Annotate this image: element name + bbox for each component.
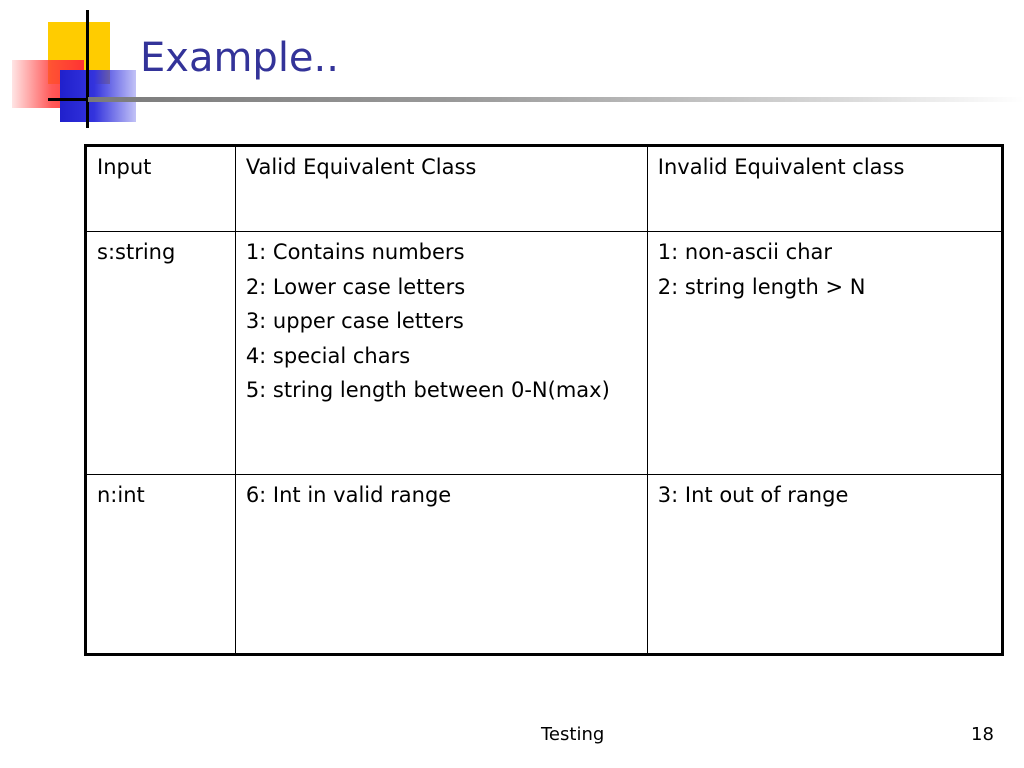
valid-class-cell	[235, 232, 647, 475]
valid-class-item: 2: Lower case letters	[245, 274, 466, 299]
logo-vertical-line	[86, 10, 89, 128]
invalid-class-item: 3: Int out of range	[657, 483, 849, 507]
equivalence-class-table	[84, 144, 1004, 656]
header-input-cell: Input	[86, 146, 236, 232]
title-underline-rule	[88, 97, 1024, 102]
invalid-class-item: 2: string length > N	[657, 274, 866, 299]
slide-title: Example..	[140, 35, 339, 81]
valid-class-item: 6: Int in valid range	[245, 483, 452, 507]
valid-class-item: 4: special chars	[245, 343, 411, 368]
table-header-row	[86, 146, 1003, 232]
header-valid-cell: Valid Equivalent Class	[235, 146, 647, 232]
page-number: 18	[971, 724, 994, 745]
input-cell: n:int	[86, 475, 236, 655]
invalid-class-cell	[647, 232, 1002, 475]
header-invalid-cell: Invalid Equivalent class	[647, 146, 1002, 232]
logo-blue-square	[60, 70, 136, 122]
slide-logo-graphic	[0, 0, 140, 130]
valid-class-item: 3: upper case letters	[245, 309, 464, 334]
footer-text: Testing	[541, 724, 605, 745]
invalid-class-cell	[647, 475, 1002, 655]
table-row	[86, 475, 1003, 655]
table-row	[86, 232, 1003, 475]
valid-class-item: 5: string length between 0-N(max)	[245, 378, 610, 403]
input-cell: s:string	[86, 232, 236, 475]
invalid-class-item: 1: non-ascii char	[657, 240, 833, 264]
valid-class-cell	[235, 475, 647, 655]
valid-class-item: 1: Contains numbers	[245, 240, 465, 264]
